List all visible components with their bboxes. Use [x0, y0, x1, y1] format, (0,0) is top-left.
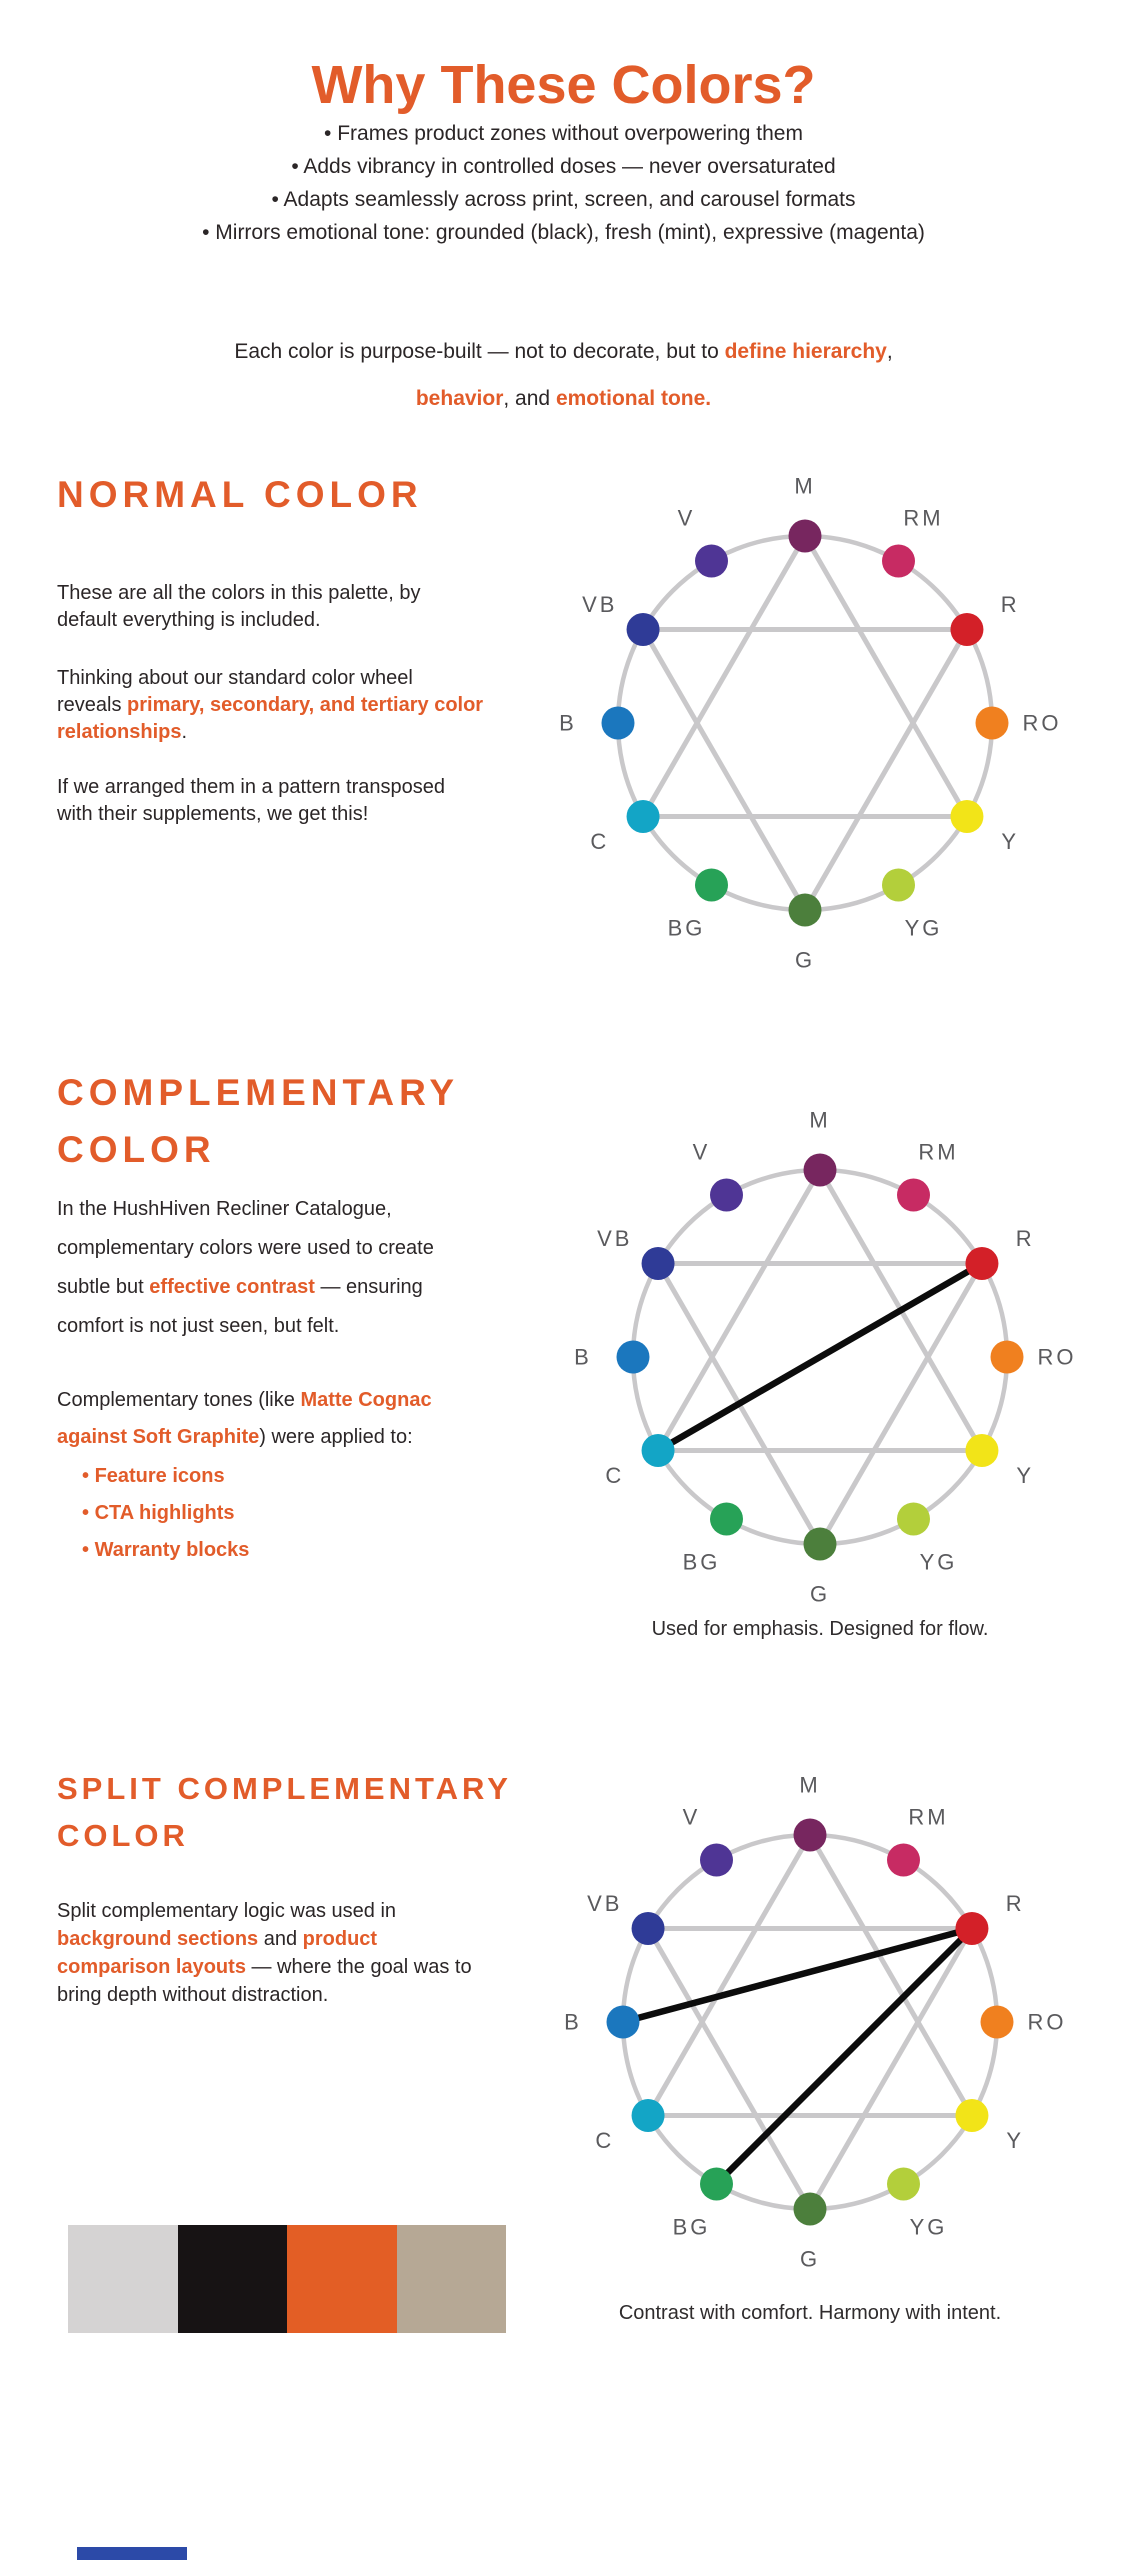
list-item: • CTA highlights [82, 1495, 249, 1532]
wheel-dot-B [617, 1341, 650, 1374]
wheel-label-V: V [677, 505, 696, 531]
split-complementary-paragraph-1 [57, 1897, 567, 2009]
text-run: — ensuring [314, 1276, 423, 1298]
text-run: In the HushHiven Recliner Catalogue, [57, 1198, 392, 1220]
text-run: If we arranged them in a pattern transposed [57, 776, 446, 798]
wheel-dot-YG [887, 2167, 920, 2200]
wheel-label-R: R [1015, 1226, 1035, 1251]
wheel-dot-M [789, 520, 822, 553]
text-run: Split complementary logic was used in [57, 1900, 397, 1922]
text-run: bring depth without distraction. [57, 1984, 329, 2006]
palette-swatch [178, 2225, 288, 2333]
wheel-label-RO: RO [1027, 2009, 1067, 2035]
wheel-dot-VB [632, 1912, 665, 1945]
wheel-label-RM: RM [908, 1804, 949, 1830]
wheel-dot-R [955, 1912, 988, 1945]
text-run: — where the goal was to [245, 1956, 472, 1978]
wheel-label-M: M [794, 473, 816, 499]
intro-statement [0, 328, 1127, 422]
list-item: • Adapts seamlessly across print, screen, and carousel formats [0, 183, 1127, 216]
emphasis-text: emotional tone. [555, 387, 712, 410]
normal-color-paragraph-3 [57, 774, 567, 828]
wheel-dot-VB [627, 613, 660, 646]
wheel-label-B: B [574, 1344, 592, 1370]
complementary-applied-list [82, 1458, 249, 1569]
wheel-dot-VB [642, 1247, 675, 1280]
wheel-dot-M [794, 1819, 827, 1852]
wheel-label-VB: VB [597, 1226, 633, 1251]
wheel-dot-V [695, 545, 728, 578]
brand-palette-swatches [68, 2225, 506, 2333]
color-wheel-svg [525, 443, 1085, 1003]
wheel-label-VB: VB [587, 1891, 623, 1916]
wheel-dot-RO [991, 1341, 1024, 1374]
text-run: subtle but [57, 1276, 150, 1298]
section-heading-split-complementary: SPLIT COMPLEMENTARY COLOR [57, 1771, 512, 1853]
wheel-label-M: M [799, 1772, 821, 1798]
wheel-ring [623, 1835, 997, 2209]
wheel-label-R: R [1000, 592, 1020, 617]
wheel-dot-C [632, 2099, 665, 2132]
wheel-label-B: B [564, 2009, 582, 2035]
text-run: Each color is purpose-built — not to decorate, but to [234, 340, 725, 363]
emphasis-text: behavior [415, 387, 504, 410]
wheel-label-G: G [809, 1581, 831, 1607]
wheel-dot-RM [897, 1179, 930, 1212]
wheel-label-YG: YG [904, 915, 943, 941]
wheel-dot-BG [700, 2167, 733, 2200]
wheel-dot-Y [950, 800, 983, 833]
wheel-dot-C [642, 1434, 675, 1467]
wheel-label-V: V [682, 1804, 701, 1830]
wheel-label-C: C [605, 1463, 625, 1488]
wheel-dot-B [607, 2006, 640, 2039]
wheel-dot-G [794, 2193, 827, 2226]
list-item: • Feature icons [82, 1458, 249, 1495]
wheel-label-YG: YG [909, 2214, 948, 2240]
complementary-caption: Used for emphasis. Designed for flow. [651, 1618, 989, 1640]
section-heading-normal-color: NORMAL COLOR [57, 474, 423, 515]
wheel-dot-R [950, 613, 983, 646]
text-run: , and [503, 387, 556, 410]
text-run: These are all the colors in this palette, by [57, 582, 421, 604]
next-page-peek-bar [77, 2547, 187, 2560]
page-title: Why These Colors? [311, 55, 816, 115]
wheel-label-RM: RM [903, 505, 944, 531]
wheel-label-Y: Y [1016, 1463, 1035, 1488]
wheel-label-C: C [590, 829, 610, 854]
palette-swatch [397, 2225, 507, 2333]
wheel-label-YG: YG [919, 1549, 958, 1575]
text-run: default everything is included. [57, 609, 321, 631]
wheel-label-G: G [794, 947, 816, 973]
wheel-dot-B [602, 707, 635, 740]
normal-color-paragraph-1 [57, 580, 567, 634]
text-run: reveals [57, 694, 128, 716]
split-complementary-caption: Contrast with comfort. Harmony with intent. [618, 2302, 1002, 2324]
highlight-line-R-C [658, 1264, 982, 1451]
text-run: comfort is not just seen, but felt. [57, 1315, 340, 1337]
wheel-label-BG: BG [672, 2214, 711, 2240]
wheel-dot-BG [710, 1502, 743, 1535]
wheel-dot-BG [695, 868, 728, 901]
wheel-label-V: V [692, 1139, 711, 1165]
complementary-paragraph-1 [57, 1190, 567, 1346]
wheel-label-R: R [1005, 1891, 1025, 1916]
wheel-dot-V [700, 1844, 733, 1877]
color-wheel-normal [525, 443, 1085, 1003]
wheel-dot-RO [976, 707, 1009, 740]
text-run: . [181, 721, 188, 743]
wheel-label-RO: RO [1022, 710, 1062, 736]
wheel-dot-G [804, 1528, 837, 1561]
wheel-dot-Y [965, 1434, 998, 1467]
wheel-dot-V [710, 1179, 743, 1212]
wheel-dot-YG [897, 1502, 930, 1535]
text-run: , [886, 340, 893, 363]
section-heading-complementary-color: COMPLEMENTARY COLOR [57, 1072, 459, 1170]
wheel-label-C: C [595, 2128, 615, 2153]
emphasis-text: product [302, 1928, 378, 1950]
text-run: Thinking about our standard color wheel [57, 667, 413, 689]
color-wheel-complementary [540, 1077, 1100, 1637]
text-run: with their supplements, we get this! [57, 803, 369, 825]
color-wheel-split-complementary [530, 1742, 1090, 2302]
list-item: • Warranty blocks [82, 1532, 249, 1569]
text-run: ) were applied to: [259, 1426, 413, 1448]
wheel-dot-Y [955, 2099, 988, 2132]
emphasis-text: against Soft Graphite [57, 1426, 260, 1448]
complementary-paragraph-2 [57, 1382, 567, 1456]
normal-color-paragraph-2 [57, 665, 567, 746]
color-wheel-svg [540, 1077, 1100, 1637]
wheel-ring [618, 536, 992, 910]
wheel-dot-R [965, 1247, 998, 1280]
wheel-label-G: G [799, 2246, 821, 2272]
wheel-label-B: B [559, 710, 577, 736]
wheel-label-Y: Y [1001, 829, 1020, 854]
wheel-label-BG: BG [667, 915, 706, 941]
list-item: • Mirrors emotional tone: grounded (black), fresh (mint), expressive (magenta) [0, 216, 1127, 249]
emphasis-text: primary, secondary, and tertiary color [127, 694, 484, 716]
text-run: and [258, 1928, 303, 1950]
wheel-label-RM: RM [918, 1139, 959, 1165]
emphasis-text: effective contrast [149, 1276, 315, 1298]
emphasis-text: comparison layouts [57, 1956, 246, 1978]
list-item: • Adds vibrancy in controlled doses — never oversaturated [0, 150, 1127, 183]
text-run: complementary colors were used to create [57, 1237, 434, 1259]
wheel-label-VB: VB [582, 592, 618, 617]
key-points-list [0, 117, 1127, 249]
wheel-dot-RM [882, 545, 915, 578]
palette-swatch [68, 2225, 178, 2333]
wheel-label-Y: Y [1006, 2128, 1025, 2153]
palette-swatch [287, 2225, 397, 2333]
wheel-dot-M [804, 1154, 837, 1187]
wheel-dot-C [627, 800, 660, 833]
emphasis-text: relationships [57, 721, 182, 743]
color-wheel-svg [530, 1742, 1090, 2302]
emphasis-text: Matte Cognac [300, 1389, 432, 1411]
wheel-dot-G [789, 894, 822, 927]
wheel-dot-RO [981, 2006, 1014, 2039]
wheel-dot-YG [882, 868, 915, 901]
wheel-label-BG: BG [682, 1549, 721, 1575]
emphasis-text: background sections [57, 1928, 259, 1950]
list-item: • Frames product zones without overpowering them [0, 117, 1127, 150]
emphasis-text: define hierarchy [724, 340, 887, 363]
text-run: Complementary tones (like [57, 1389, 301, 1411]
wheel-label-RO: RO [1037, 1344, 1077, 1370]
wheel-dot-RM [887, 1844, 920, 1877]
wheel-label-M: M [809, 1107, 831, 1133]
